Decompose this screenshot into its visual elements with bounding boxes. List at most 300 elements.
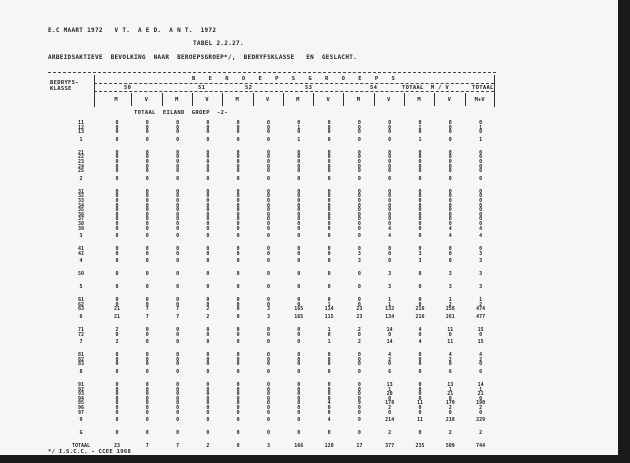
table-cell: 1 xyxy=(388,386,392,393)
table-cell: 235 xyxy=(415,443,425,450)
table-cell: 0 xyxy=(448,250,452,257)
table-cell: 0 xyxy=(206,356,210,363)
table-cell: 0 xyxy=(176,339,180,346)
table-cell: 0 xyxy=(115,220,119,227)
table-cell: 132 xyxy=(385,306,395,313)
table-cell: 0 xyxy=(418,356,422,363)
subtotal-row xyxy=(0,340,618,347)
table-cell: 0 xyxy=(327,250,331,257)
table-cell: 0 xyxy=(115,382,119,389)
table-cell: 0 xyxy=(176,207,180,214)
table-cell: 0 xyxy=(236,225,240,232)
table-cell: 0 xyxy=(297,382,301,389)
group-52: 52 xyxy=(245,85,253,91)
table-cell: 6 xyxy=(388,369,392,376)
table-cell: 0 xyxy=(418,163,422,170)
table-cell: 0 xyxy=(357,409,361,416)
table-cell: 0 xyxy=(357,297,361,304)
table-cell: 0 xyxy=(357,124,361,131)
table-title: ARBEIDSAKTIEVE BEVOLKING NAAR BEROEPSGROEP*/, BEDRYFSKLASSE EN GESLACHT. xyxy=(48,54,358,61)
table-cell: 0 xyxy=(236,220,240,227)
sub-header-cell: V xyxy=(205,97,209,103)
table-cell: 179 xyxy=(445,400,455,407)
row-code: 63 xyxy=(77,306,85,313)
table-cell: 7 xyxy=(145,314,149,321)
table-cell: 0 xyxy=(418,405,422,411)
table-cell: 2 xyxy=(448,356,452,363)
table-cell: 0 xyxy=(266,386,270,393)
table-cell: 0 xyxy=(448,246,452,253)
table-cell: 0 xyxy=(236,129,240,136)
table-cell: 0 xyxy=(357,202,361,209)
table-cell: 0 xyxy=(236,193,240,200)
table-cell: 0 xyxy=(236,386,240,393)
table-cell: 0 xyxy=(236,258,240,265)
table-cell: 0 xyxy=(297,188,301,195)
table-cell: 0 xyxy=(236,352,240,359)
table-cell: 0 xyxy=(145,211,149,218)
table-cell: 0 xyxy=(266,409,270,416)
table-cell: 0 xyxy=(236,395,240,402)
table-cell: 229 xyxy=(476,417,486,424)
divider xyxy=(404,93,405,106)
table-cell: 0 xyxy=(206,207,210,214)
table-cell: 0 xyxy=(479,211,483,218)
row-group xyxy=(0,272,618,279)
table-cell: 0 xyxy=(357,175,361,182)
table-cell: 0 xyxy=(266,225,270,232)
sub-header-cell: M xyxy=(114,97,118,103)
table-cell: 0 xyxy=(448,331,452,338)
row-code: 97 xyxy=(77,409,85,416)
table-cell: 3 xyxy=(418,258,422,265)
table-cell: 0 xyxy=(297,129,301,136)
table-cell: 0 xyxy=(418,271,422,278)
table-cell: 0 xyxy=(236,306,240,313)
divider xyxy=(253,93,254,106)
table-cell: 0 xyxy=(206,246,210,253)
table-cell: 11 xyxy=(416,417,424,424)
table-cell: 0 xyxy=(206,154,210,161)
group-total: TOTAAL xyxy=(472,85,494,91)
sub-header-cell: V xyxy=(447,97,451,103)
table-cell: 21 xyxy=(113,306,121,313)
row-code: 42 xyxy=(77,250,85,257)
table-cell: 0 xyxy=(176,430,180,437)
table-cell: 0 xyxy=(176,369,180,376)
table-row xyxy=(0,362,618,367)
table-cell: 0 xyxy=(418,391,422,398)
table-cell: 0 xyxy=(479,188,483,195)
table-cell: 4 xyxy=(388,233,392,240)
row-code: 8 xyxy=(79,369,83,376)
table-cell: 0 xyxy=(145,395,149,402)
table-cell: 1 xyxy=(388,297,392,304)
table-cell: 190 xyxy=(476,400,486,407)
table-cell: 0 xyxy=(297,149,301,156)
table-cell: 0 xyxy=(418,129,422,136)
table-cell: 165 xyxy=(294,306,304,313)
table-cell: 0 xyxy=(357,405,361,411)
table-cell: 0 xyxy=(418,216,422,223)
table-cell: 0 xyxy=(206,129,210,136)
table-cell: 0 xyxy=(236,417,240,424)
table-cell: 4 xyxy=(448,233,452,240)
table-cell: 0 xyxy=(206,193,210,200)
table-cell: 0 xyxy=(327,216,331,223)
table-cell: 0 xyxy=(206,124,210,131)
row-code: G xyxy=(79,430,83,437)
table-cell: 1 xyxy=(418,136,422,143)
table-cell: 0 xyxy=(115,211,119,218)
table-cell: 0 xyxy=(236,301,240,308)
table-cell: 0 xyxy=(236,233,240,240)
sub-header-cell: M xyxy=(174,97,179,103)
table-cell: 1 xyxy=(479,136,483,143)
table-cell: 1 xyxy=(327,301,331,308)
table-cell: 0 xyxy=(206,220,210,227)
table-cell: 0 xyxy=(176,258,180,265)
table-cell: 0 xyxy=(448,175,452,182)
table-cell: 13 xyxy=(386,382,393,389)
table-cell: 0 xyxy=(448,202,452,209)
table-cell: 120 xyxy=(324,443,334,450)
table-row xyxy=(0,130,618,135)
table-cell: 0 xyxy=(327,284,331,291)
table-cell: 0 xyxy=(236,158,240,165)
divider xyxy=(94,83,494,84)
table-cell: 258 xyxy=(445,306,455,313)
table-cell: 0 xyxy=(266,352,270,359)
table-cell: 0 xyxy=(297,352,301,359)
table-cell: 0 xyxy=(327,225,331,232)
table-cell: 0 xyxy=(297,361,301,368)
table-cell: 0 xyxy=(145,225,149,232)
table-cell: 0 xyxy=(145,382,149,389)
table-cell: 0 xyxy=(297,395,301,402)
table-cell: 0 xyxy=(206,163,210,170)
table-cell: 0 xyxy=(115,409,119,416)
subtotal-row xyxy=(0,418,618,425)
table-cell: 0 xyxy=(206,216,210,223)
table-cell: 0 xyxy=(206,225,210,232)
table-cell: 0 xyxy=(388,361,392,368)
table-cell: 0 xyxy=(327,391,331,398)
table-cell: 0 xyxy=(266,395,270,402)
table-cell: 4 xyxy=(448,225,452,232)
table-cell: 0 xyxy=(206,331,210,338)
table-cell: 2 xyxy=(357,339,361,346)
section-title: TOTAAL EILAND GROEP -2- xyxy=(134,110,228,116)
group-50: 50 xyxy=(124,85,132,91)
table-cell: 0 xyxy=(479,120,483,126)
table-cell: 0 xyxy=(297,158,301,165)
table-cell: 0 xyxy=(145,391,149,398)
table-cell: 0 xyxy=(266,301,270,308)
table-cell: 0 xyxy=(327,356,331,363)
table-cell: 0 xyxy=(357,352,361,359)
row-code: 23 xyxy=(77,158,85,165)
table-cell: 0 xyxy=(357,154,361,161)
table-cell: 0 xyxy=(145,188,149,195)
table-cell: 0 xyxy=(297,356,301,363)
table-cell: 0 xyxy=(236,405,240,411)
table-cell: 0 xyxy=(357,331,361,338)
table-cell: 0 xyxy=(206,382,210,389)
row-code: 41 xyxy=(77,246,85,253)
table-cell: 0 xyxy=(388,124,392,131)
table-cell: 0 xyxy=(115,197,119,204)
table-cell: 0 xyxy=(388,120,392,126)
table-cell: 23 xyxy=(356,306,363,313)
table-cell: 0 xyxy=(145,197,149,204)
table-cell: 0 xyxy=(297,154,301,161)
table-cell: 14 xyxy=(386,327,393,334)
table-cell: 0 xyxy=(266,163,270,170)
table-cell: 0 xyxy=(266,168,270,175)
table-cell: 0 xyxy=(145,352,149,359)
table-cell: 21 xyxy=(447,391,454,398)
table-cell: 2 xyxy=(479,356,483,363)
table-cell: 0 xyxy=(327,246,331,253)
table-cell: 0 xyxy=(327,258,331,265)
row-group xyxy=(0,190,618,241)
table-cell: 0 xyxy=(236,409,240,416)
table-cell: 0 xyxy=(297,216,301,223)
table-cell: 0 xyxy=(115,430,119,437)
table-cell: 0 xyxy=(206,386,210,393)
subtotal-row xyxy=(0,272,618,279)
table-cell: 0 xyxy=(479,216,483,223)
table-cell: 0 xyxy=(145,284,149,291)
table-cell: 0 xyxy=(357,430,361,437)
table-cell: 9 xyxy=(357,400,361,407)
table-cell: 0 xyxy=(236,339,240,346)
table-cell: 0 xyxy=(479,331,483,338)
subtotal-row xyxy=(0,370,618,377)
table-cell: 0 xyxy=(176,136,180,143)
table-cell: 0 xyxy=(206,271,210,278)
table-cell: 4 xyxy=(448,352,452,359)
table-cell: 0 xyxy=(206,258,210,265)
table-cell: 0 xyxy=(206,417,210,424)
table-cell: 0 xyxy=(327,120,331,126)
table-cell: 0 xyxy=(479,395,483,402)
table-cell: 0 xyxy=(145,430,149,437)
table-cell: 0 xyxy=(115,361,119,368)
table-cell: 0 xyxy=(448,211,452,218)
table-cell: 0 xyxy=(266,417,270,424)
table-cell: 0 xyxy=(176,158,180,165)
sub-header-cell: M+V xyxy=(474,97,485,103)
table-cell: 0 xyxy=(327,331,331,338)
table-cell: 4 xyxy=(327,400,331,407)
table-cell: 0 xyxy=(266,271,270,278)
table-cell: 0 xyxy=(266,297,270,304)
table-cell: 0 xyxy=(266,258,270,265)
row-code: 4 xyxy=(79,258,83,265)
table-cell: 0 xyxy=(206,197,210,204)
table-cell: 0 xyxy=(357,246,361,253)
table-cell: 0 xyxy=(479,193,483,200)
table-cell: 0 xyxy=(448,168,452,175)
row-code: 96 xyxy=(77,405,85,411)
table-cell: 0 xyxy=(206,297,210,304)
row-code: 25 xyxy=(77,168,85,175)
row-code: 2 xyxy=(79,175,83,182)
table-cell: 0 xyxy=(479,197,483,204)
table-row xyxy=(0,227,618,232)
table-cell: 0 xyxy=(115,163,119,170)
table-cell: 0 xyxy=(176,216,180,223)
table-cell: 0 xyxy=(236,197,240,204)
row-code: 22 xyxy=(77,154,85,161)
table-cell: 0 xyxy=(145,369,149,376)
table-cell: 0 xyxy=(418,386,422,393)
table-cell: 0 xyxy=(327,168,331,175)
table-cell: 0 xyxy=(388,216,392,223)
table-cell: 0 xyxy=(115,417,119,424)
table-cell: 0 xyxy=(145,207,149,214)
table-cell: 0 xyxy=(448,220,452,227)
table-cell: 13 xyxy=(447,382,454,389)
table-cell: 0 xyxy=(388,250,392,257)
table-cell: 166 xyxy=(294,443,304,450)
row-code: 83 xyxy=(77,361,85,368)
row-code: 62 xyxy=(77,301,85,308)
table-cell: 0 xyxy=(115,395,119,402)
table-cell: 0 xyxy=(145,154,149,161)
row-code: TOTAAL xyxy=(71,443,91,450)
table-cell: 4 xyxy=(479,233,483,240)
table-cell: 0 xyxy=(206,120,210,126)
table-cell: 0 xyxy=(448,188,452,195)
row-group xyxy=(0,353,618,377)
table-cell: 0 xyxy=(357,361,361,368)
table-cell: 0 xyxy=(236,361,240,368)
table-cell: 0 xyxy=(388,175,392,182)
subtotal-row xyxy=(0,177,618,184)
table-cell: 0 xyxy=(448,197,452,204)
table-cell: 4 xyxy=(418,327,422,334)
table-cell: 216 xyxy=(415,306,425,313)
row-code: 71 xyxy=(77,327,85,334)
table-cell: 0 xyxy=(145,250,149,257)
table-cell: 0 xyxy=(479,149,483,156)
table-cell: 0 xyxy=(145,220,149,227)
table-cell: 0 xyxy=(176,352,180,359)
table-cell: 0 xyxy=(176,301,180,308)
table-cell: 0 xyxy=(418,382,422,389)
table-cell: 0 xyxy=(418,207,422,214)
table-cell: 3 xyxy=(479,271,483,278)
table-cell: 0 xyxy=(266,356,270,363)
table-cell: 0 xyxy=(266,188,270,195)
table-row xyxy=(0,411,618,416)
table-cell: 0 xyxy=(236,297,240,304)
row-group xyxy=(0,151,618,184)
table-cell: 0 xyxy=(357,211,361,218)
table-cell: 0 xyxy=(357,395,361,402)
table-cell: 3 xyxy=(266,314,270,321)
table-cell: 3 xyxy=(448,271,452,278)
table-cell: 0 xyxy=(145,271,149,278)
row-code: 33 xyxy=(77,197,85,204)
table-cell: 6 xyxy=(479,369,483,376)
table-cell: 3 xyxy=(479,250,483,257)
table-cell: 0 xyxy=(297,193,301,200)
table-cell: 0 xyxy=(297,250,301,257)
table-cell: 0 xyxy=(327,207,331,214)
row-code: 1 xyxy=(79,136,83,143)
table-cell: 0 xyxy=(236,430,240,437)
table-cell: 0 xyxy=(145,417,149,424)
row-code: 35 xyxy=(77,207,85,214)
table-cell: 0 xyxy=(297,271,301,278)
table-cell: 0 xyxy=(145,120,149,126)
table-cell: 0 xyxy=(115,284,119,291)
table-cell: 0 xyxy=(266,207,270,214)
table-cell: 0 xyxy=(145,297,149,304)
table-cell: 14 xyxy=(386,339,393,346)
table-cell: 0 xyxy=(176,220,180,227)
row-code: 61 xyxy=(77,297,85,304)
table-cell: 0 xyxy=(357,391,361,398)
table-cell: 0 xyxy=(266,220,270,227)
table-cell: 0 xyxy=(176,284,180,291)
table-cell: 0 xyxy=(176,246,180,253)
table-cell: 0 xyxy=(115,129,119,136)
table-cell: 2 xyxy=(388,356,392,363)
table-cell: 0 xyxy=(418,369,422,376)
table-cell: 1 xyxy=(297,124,301,131)
table-cell: 1 xyxy=(327,339,331,346)
table-cell: 0 xyxy=(206,369,210,376)
table-cell: 0 xyxy=(236,369,240,376)
table-cell: 0 xyxy=(266,369,270,376)
table-cell: 0 xyxy=(297,400,301,407)
table-cell: 0 xyxy=(115,233,119,240)
table-cell: 3 xyxy=(266,443,270,450)
table-cell: 0 xyxy=(418,154,422,161)
table-cell: 11 xyxy=(416,400,424,407)
table-cell: 0 xyxy=(327,175,331,182)
table-cell: 0 xyxy=(418,120,422,126)
table-cell: 3 xyxy=(448,284,452,291)
table-cell: 0 xyxy=(206,136,210,143)
table-cell: 0 xyxy=(418,301,422,308)
table-cell: 0 xyxy=(479,409,483,416)
table-cell: 0 xyxy=(357,382,361,389)
table-cell: 0 xyxy=(176,409,180,416)
table-cell: 0 xyxy=(115,225,119,232)
table-cell: 0 xyxy=(327,271,331,278)
table-cell: 0 xyxy=(266,331,270,338)
table-cell: 15 xyxy=(477,327,484,334)
table-cell: 0 xyxy=(418,361,422,368)
table-cell: 0 xyxy=(297,168,301,175)
table-cell: 0 xyxy=(115,193,119,200)
table-cell: 0 xyxy=(206,395,210,402)
table-cell: 0 xyxy=(448,258,452,265)
table-cell: 214 xyxy=(385,417,395,424)
table-cell: 0 xyxy=(448,154,452,161)
table-cell: 0 xyxy=(206,158,210,165)
table-cell: 0 xyxy=(388,211,392,218)
table-cell: 0 xyxy=(297,120,301,126)
table-cell: 0 xyxy=(297,409,301,416)
table-cell: 0 xyxy=(115,356,119,363)
